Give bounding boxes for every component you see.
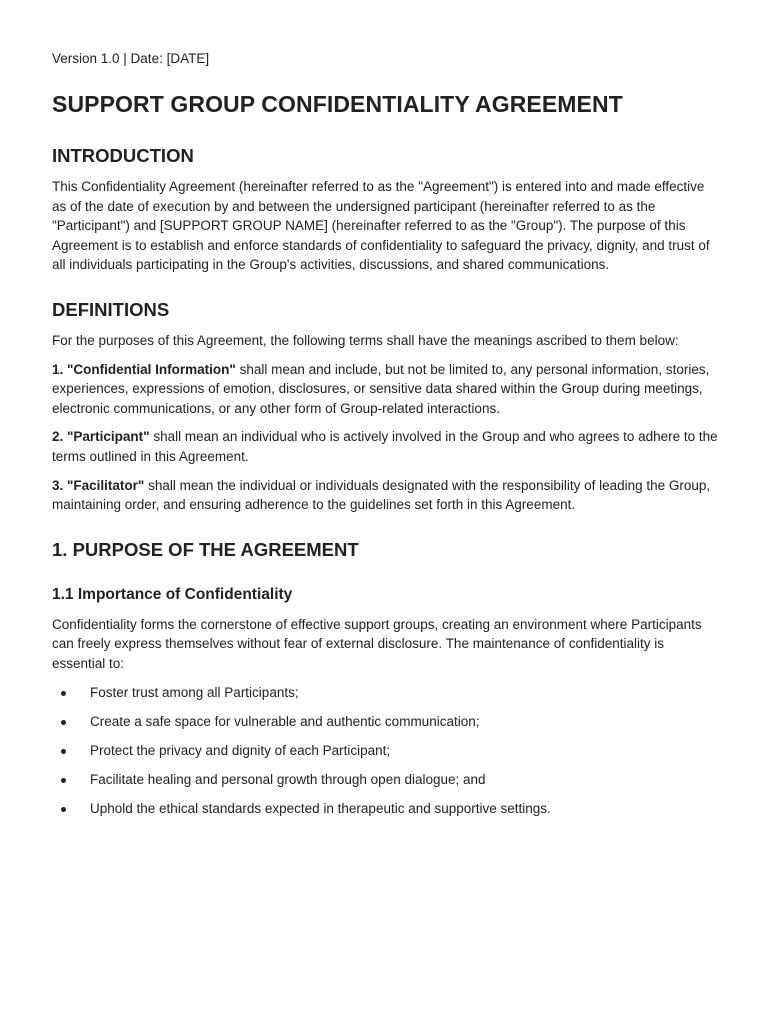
bullet-icon xyxy=(61,749,66,754)
definition-text: shall mean the individual or individuals designated with the responsibility of leading the Group, maintaining order, and ensuring adherence to the guidelines set forth in this Agreement. xyxy=(52,477,711,513)
definition-term: 3. "Facilitator" xyxy=(52,477,145,493)
introduction-paragraph: This Confidentiality Agreement (hereinafter referred to as the "Agreement") is entered into and made effective as of the date of execution by and between the undersigned participant (hereinafter referred to as the "Participant") and [SUPPORT GROUP NAME] (hereinafter referred to as the "Group"). The purpose of this Agreement is to establish and enforce standards of confidentiality to safeguard the privacy, dignity, and trust of all individuals participating in the Group's activities, discussions, and shared communications. xyxy=(52,179,710,273)
list-item xyxy=(52,770,718,790)
introduction-section xyxy=(52,145,718,275)
list-item xyxy=(52,712,718,732)
purpose-section xyxy=(52,539,718,819)
definition-text: shall mean and include, but not be limited to, any personal information, stories, experiences, expressions of emotion, disclosures, or sensitive data shared within the Group during meetings, electronic communications, or any other form of Group-related interactions. xyxy=(52,361,710,416)
bullet-text: Facilitate healing and personal growth through open dialogue; and xyxy=(90,772,486,788)
definition-term: 2. "Participant" xyxy=(52,429,150,445)
definition-item xyxy=(52,427,718,466)
definitions-lead: For the purposes of this Agreement, the following terms shall have the meanings ascribed to them below: xyxy=(52,332,679,348)
purpose-bullet-list xyxy=(52,683,718,819)
purpose-heading: 1. PURPOSE OF THE AGREEMENT xyxy=(52,538,359,560)
version-line: Version 1.0 | Date: [DATE] xyxy=(52,51,210,66)
definition-text: shall mean an individual who is actively involved in the Group and who agrees to adhere to the terms outlined in this Agreement. xyxy=(52,429,718,464)
bullet-text: Foster trust among all Participants; xyxy=(90,684,299,700)
bullet-icon xyxy=(61,691,66,696)
bullet-text: Uphold the ethical standards expected in therapeutic and supportive settings. xyxy=(90,801,551,817)
bullet-icon xyxy=(61,807,66,812)
purpose-paragraph: Confidentiality forms the cornerstone of effective support groups, creating an environment where Participants can freely express themselves without fear of external disclosure. The maintenance of confidentiality is essential to: xyxy=(52,616,702,671)
list-item xyxy=(52,683,718,703)
definition-item xyxy=(52,476,718,515)
confidentiality-subheading: 1.1 Importance of Confidentiality xyxy=(52,585,293,603)
introduction-heading: INTRODUCTION xyxy=(52,145,194,166)
definitions-heading: DEFINITIONS xyxy=(52,298,170,320)
bullet-text: Protect the privacy and dignity of each Participant; xyxy=(90,742,391,758)
list-item xyxy=(52,741,718,761)
definitions-section xyxy=(52,299,718,515)
bullet-icon xyxy=(61,720,66,725)
document-title: SUPPORT GROUP CONFIDENTIALITY AGREEMENT xyxy=(52,91,623,117)
list-item xyxy=(52,799,718,819)
definition-item xyxy=(52,360,718,419)
definition-term: 1. "Confidential Information" xyxy=(52,361,236,377)
bullet-text: Create a safe space for vulnerable and authentic communication; xyxy=(90,713,480,729)
bullet-icon xyxy=(61,778,66,783)
